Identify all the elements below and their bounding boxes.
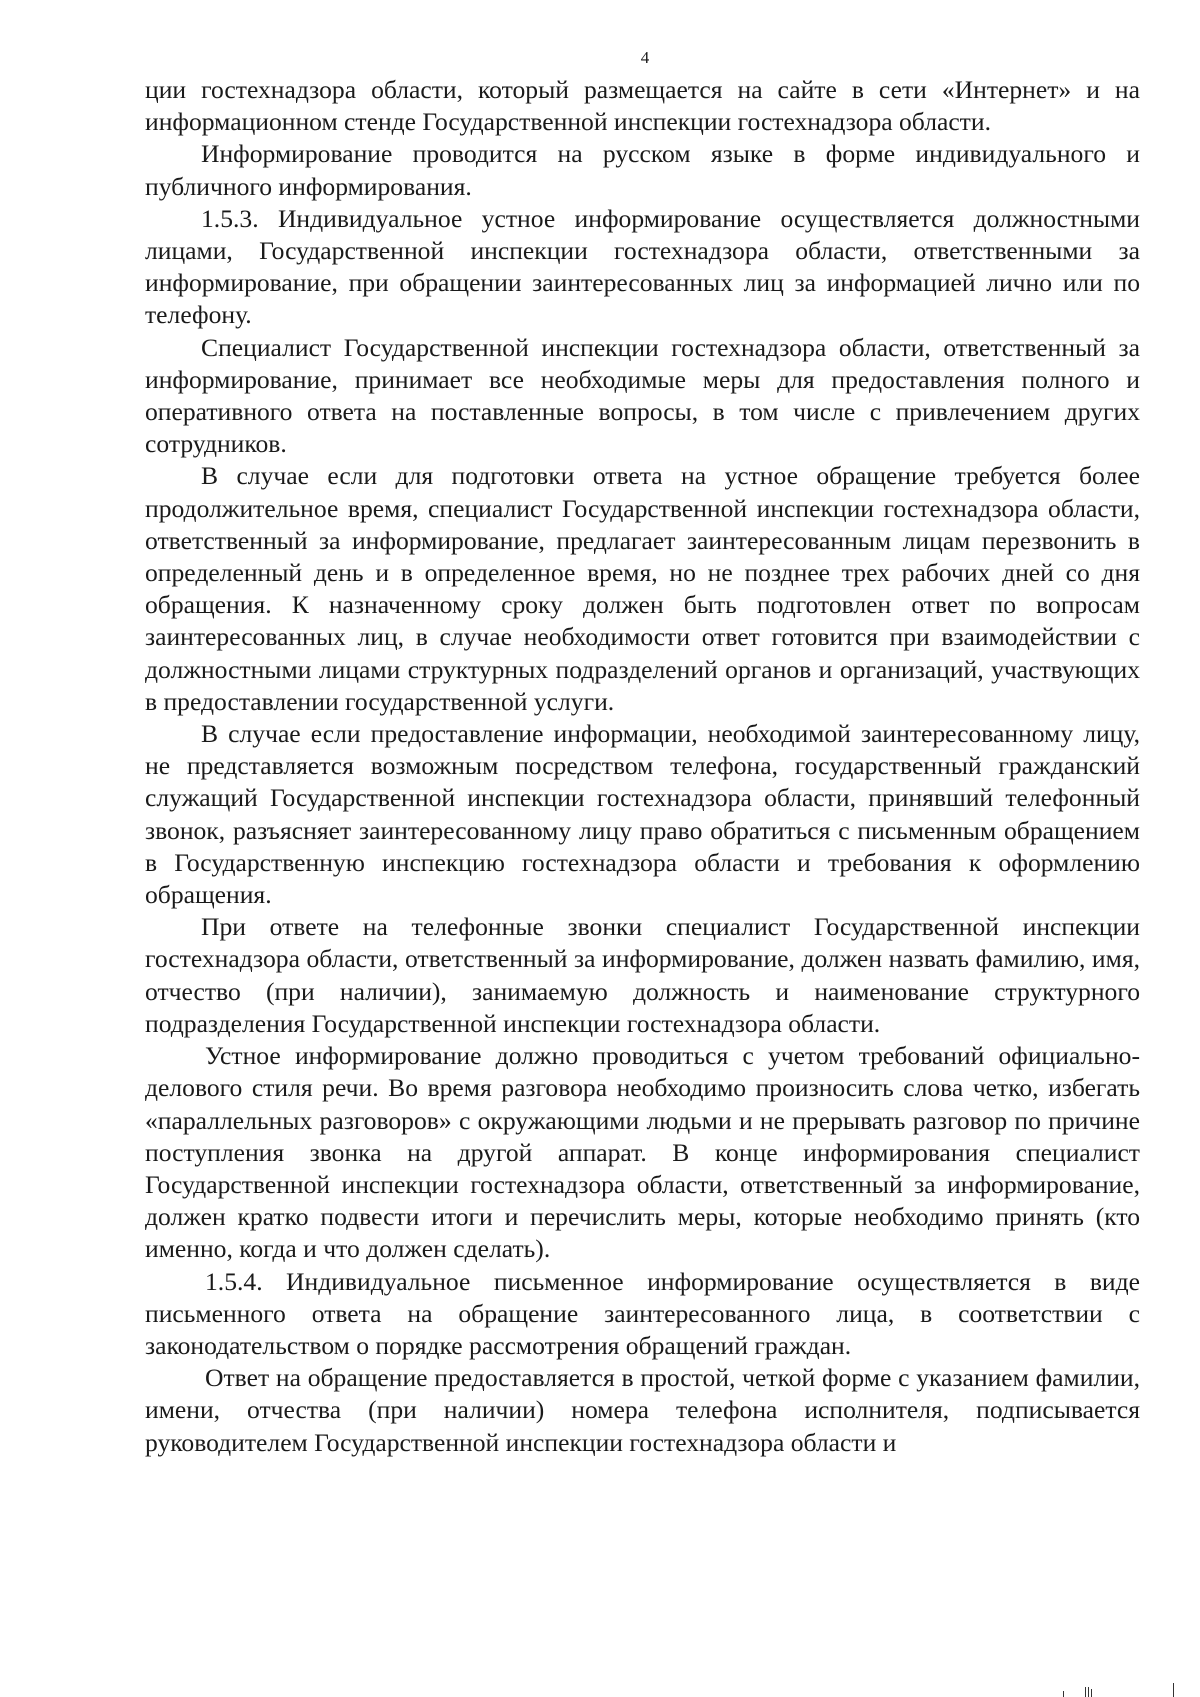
paragraph-9: 1.5.4. Индивидуальное письменное информирование осуществляется в виде письменного ответа на обращение заинтересованного лица, в соответствии с законодательством о порядке рассмотрения обращений граждан. — [145, 1266, 1140, 1360]
scan-mark — [1091, 1689, 1092, 1697]
paragraph-1: ции гостехнадзора области, который размещается на сайте в сети «Интернет» и на информационном стенде Государственной инспекции гостехнадзора области. — [145, 75, 1140, 137]
page-number: 4 — [640, 48, 650, 67]
paragraph-7: При ответе на телефонные звонки специалист Государственной инспекции гостехнадзора области, ответственный за информирование, должен назвать фамилию, имя, отчество (при наличии), занимаемую должность и наименование структурного подразделения Государственной инспекции гостехнадзора области. — [145, 912, 1140, 1038]
paragraph-5: В случае если для подготовки ответа на устное обращение требуется более продолжительное время, специалист Государственной инспекции гостехнадзора области, ответственный за информирование, предлагает заинтересованным лицам перезвонить в определенный день и в определенное время, но не позднее трех рабочих дней со дня обращения. К назначенному сроку должен быть подготовлен ответ по вопросам заинтересованных лиц, в случае необходимости ответ готовится при взаимодействии с должностными лицами структурных подразделений органов и организаций, участвующих в предоставлении государственной услуги. — [145, 461, 1140, 716]
scan-mark — [1088, 1687, 1089, 1697]
paragraph-3: 1.5.3. Индивидуальное устное информирование осуществляется должностными лицами, Государственной инспекции гостехнадзора области, ответственными за информирование, при обращении заинтересованных лиц за информацией лично или по телефону. — [145, 203, 1140, 330]
scan-mark — [1085, 1687, 1086, 1697]
paragraph-2: Информирование проводится на русском языке в форме индивидуального и публичного информирования. — [145, 139, 1140, 201]
scan-mark — [1063, 1691, 1064, 1697]
paragraph-4: Специалист Государственной инспекции гостехнадзора области, ответственный за информирование, принимает все необходимые меры для предоставления полного и оперативного ответа на поставленные вопросы, в том числе с привлечением других сотрудников. — [145, 332, 1140, 459]
paragraph-10: Ответ на обращение предоставляется в простой, четкой форме с указанием фамилии, имени, отчества (при наличии) номера телефона исполнителя, подписывается руководителем Государственной инспекции гостехнадзора области и — [145, 1363, 1140, 1457]
paragraph-8: Устное информирование должно проводиться с учетом требований официально-делового стиля речи. Во время разговора необходимо произносить слова четко, избегать «параллельных разговоров» с окружающими людьми и не прерывать разговор по причине поступления звонка на другой аппарат. В конце информирования специалист Государственной инспекции гостехнадзора области, ответственный за информирование, должен кратко подвести итоги и перечислить меры, которые необходимо принять (кто именно, когда и что должен сделать). — [145, 1041, 1140, 1264]
paragraph-6: В случае если предоставление информации, необходимой заинтересованному лицу, не представляется возможным посредством телефона, государственный гражданский служащий Государственной инспекции гостехнадзора области, принявший телефонный звонок, разъясняет заинтересованному лицу право обратиться с письменным обращением в Государственную инспекцию гостехнадзора области и требования к оформлению обращения. — [145, 719, 1140, 910]
document-body — [145, 74, 1140, 1459]
scan-artifact-marks — [1055, 1680, 1185, 1697]
scan-mark — [1173, 1683, 1174, 1697]
